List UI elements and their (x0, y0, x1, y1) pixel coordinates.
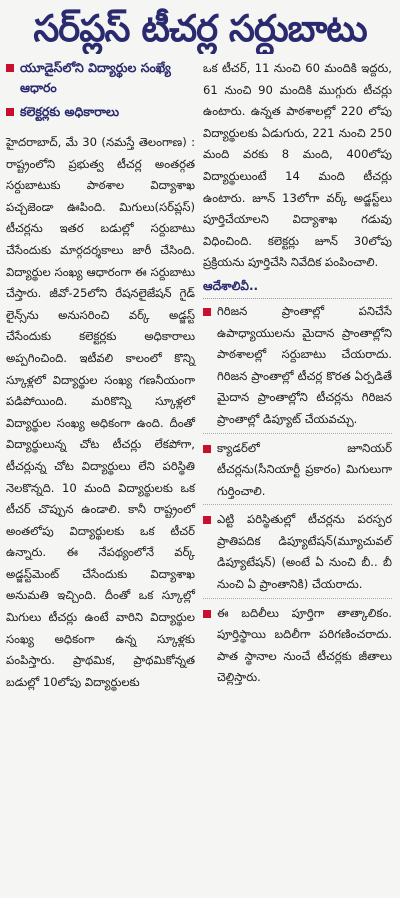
red-square-bullet-icon (203, 516, 211, 524)
article-columns (6, 58, 394, 695)
red-square-bullet-icon (203, 445, 211, 453)
article-body-left: హైదరాబాద్, మే 30 (నమస్తే తెలంగాణ) : రాష్ట్రంలోని ప్రభుత్వ టీచర్ల అంతర్గత సర్దుబాటుకు పాఠశాల విద్యాశాఖ పచ్చజెండా ఊపింది. మిగులు(సర్‌ప్లస్) టీచర్లను ఇతర బడుల్లో సర్దుబాటు చేసేందుకు మార్గదర్శకాలు జారీ చేసింది. విద్యార్థుల సంఖ్య ఆధారంగా ఈ సర్దుబాటు చేస్తారు. జీవో-25లోని రేషనలైజేషన్ గైడ్ లైన్స్‌ను అనుసరించి వర్క్ అడ్జస్ట్ చేసేందుకు కలెక్టర్లకు అధికారాలు అప్పగించింది. ఇటీవలి కాలంలో కొన్ని స్కూళ్లలో విద్యార్థుల సంఖ్య గణనీయంగా పడిపోయింది. మరికొన్ని స్కూళ్లలో విద్యార్థుల సంఖ్య అధికంగా ఉంది. దీంతో విద్యార్థులున్న చోట టీచర్లు లేకపోగా, టీచర్లున్న చోట విద్యార్థులు లేని పరిస్థితి నెలకొన్నది. 10 మంది విద్యార్థులకు ఒక టీచర్ చొప్పున ఉండాలి. కానీ రాష్ట్రంలో అంతలోపు విద్యార్థులకు ఒక టీచర్ ఉన్నారు. ఈ నేపథ్యంలోనే వర్క్ అడ్జస్ట్‌మెంట్ చేసేందుకు విద్యాశాఖ అనుమతి ఇచ్చింది. దీంతో ఒక స్కూల్లో మిగులు టీచర్లు ఉంటే వారిని విద్యార్థుల సంఖ్య అధికంగా ఉన్న స్కూళ్లకు పంపిస్తారు. ప్రాథమిక, ప్రాథమికోన్నత బడుల్లో 10లోపు విద్యార్థులకు (6, 135, 195, 689)
order-item (203, 603, 392, 691)
red-square-bullet-icon (203, 610, 211, 618)
red-square-bullet-icon (203, 308, 211, 316)
headline: సర్‌ప్లస్ టీచర్ల సర్దుబాటు (33, 7, 367, 50)
order-text: ఈ బదిలీలు పూర్తిగా తాత్కాలికం. పూర్తిస్థాయి బదిలీగా పరిగణించరాదు. పాత స్థానాల నుంచే టీచర్లకు జీతాలు చెల్లిస్తారు. (217, 605, 392, 685)
highlight-text: కలెక్టర్లకు అధికారాలు (20, 104, 120, 119)
highlight-item (6, 58, 195, 98)
order-item (203, 301, 392, 434)
order-item (203, 509, 392, 598)
red-square-bullet-icon (6, 108, 14, 116)
order-text: గిరిజన ప్రాంతాల్లో పనిచేసే ఉపాధ్యాయులను మైదాన ప్రాంతాల్లోని పాఠశాలల్లో సర్దుబాటు చేయరాదు. గిరిజన ప్రాంతాల్లో టీచర్ల కొరత ఏర్పడితే మైదాన ప్రాంతాల్లోని టీచర్లను గిరిజన ప్రాంతాల్లో డిప్యూట్ చేయవచ్చు. (217, 303, 392, 426)
highlight-item (6, 102, 195, 122)
right-column (203, 58, 392, 695)
order-text: ఎట్టి పరిస్థితుల్లో టీచర్లను పరస్పర ప్రాతిపదిక డిప్యూటేషన్(మ్యూచువల్ డిప్యూటేషన్) (అంటే ఏ నుంచి బీ.. బీ నుంచి ఏ ప్రాంతానికి) చేయరాదు. (217, 512, 392, 592)
divider (203, 298, 392, 299)
red-square-bullet-icon (6, 64, 14, 72)
order-text: క్యాడర్‌లో జూనియర్ టీచర్లను(సీనియార్టీ ప్రకారం) మిగులుగా గుర్తించాలి. (217, 440, 392, 498)
article-body-right: ఒక టీచర్, 11 నుంచి 60 మందికి ఇద్దరు, 61 నుంచి 90 మందికి ముగ్గురు టీచర్లు ఉంటారు. ఉన్నత పాఠశాలల్లో 220 లోపు విద్యార్థులకు ఏడుగురు, 221 నుంచి 250 మంది వరకు 8 మంది, 400లోపు విద్యార్థులుంటే 14 మంది టీచర్లు ఉంటారు. జూన్ 13లోగా వర్క్ అడ్జస్ట్‌లు పూర్తిచేయాలని విద్యాశాఖ గడువు విధించింది. కలెక్టర్లు జూన్ 30లోపు ప్రక్రియను పూర్తిచేసి నివేదిక పంపించాలి. (203, 61, 392, 270)
left-column (6, 58, 195, 695)
highlight-text: యూడైస్‌లోని విద్యార్థుల సంఖ్యే ఆధారం (20, 60, 171, 95)
order-item (203, 438, 392, 506)
orders-heading: ఆదేశాలివీ.. (203, 278, 259, 293)
